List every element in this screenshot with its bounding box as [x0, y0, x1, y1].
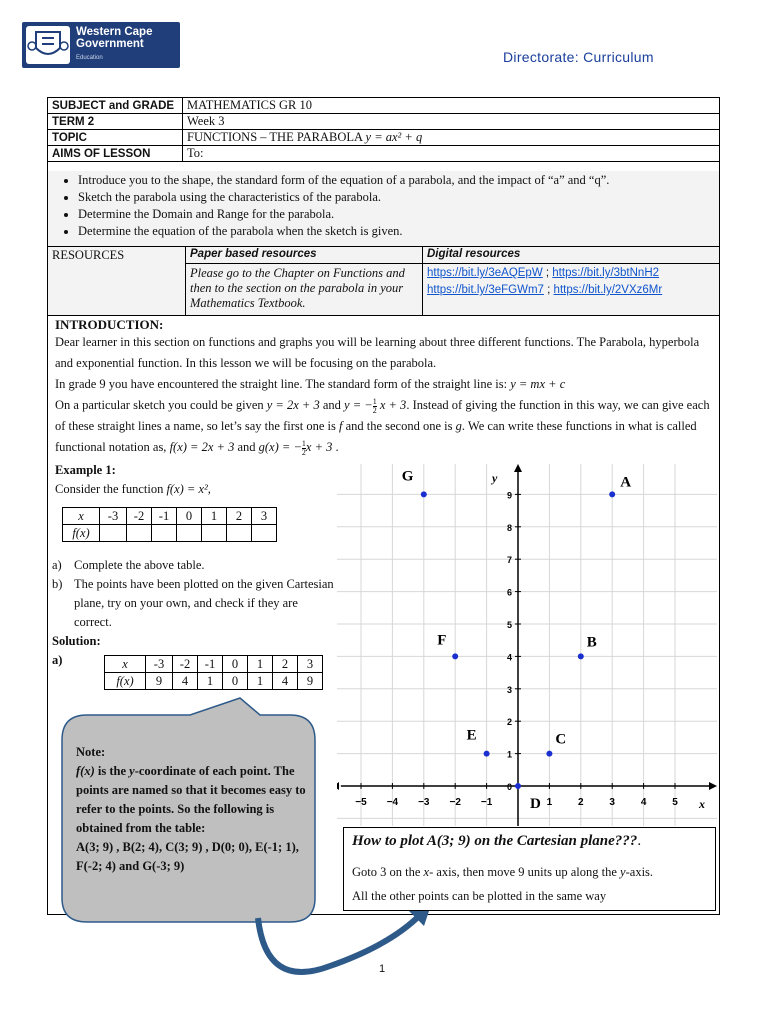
- aim-item: • Introduce you to the shape, the standard form of the equation of a parabola, and the impact of “a” and “q”.: [78, 172, 719, 189]
- aim-item: • Sketch the parabola using the characteristics of the parabola.: [78, 189, 719, 206]
- y-axis-label: y: [492, 471, 498, 485]
- callout-arrow: [258, 915, 420, 972]
- y-tick-label: 0: [506, 782, 512, 792]
- topic-label: TOPIC: [48, 130, 183, 146]
- table-cell: -1: [198, 656, 223, 673]
- x-tick-label: 5: [672, 797, 678, 808]
- math-expression: g: [455, 419, 462, 433]
- math-expression: f: [338, 419, 343, 433]
- howto-title-end: .: [637, 833, 642, 849]
- table-x-header: x: [105, 656, 146, 673]
- math-expression: y = −: [344, 398, 373, 412]
- table-cell: 1: [248, 656, 273, 673]
- point-label-e: E: [466, 727, 477, 744]
- y-tick-label: 9: [506, 490, 512, 501]
- table-cell: 4: [273, 673, 298, 690]
- link-separator: ;: [542, 267, 553, 279]
- x-axis-label: x: [699, 797, 705, 811]
- table-cell: -1: [152, 508, 177, 525]
- intro-text: On a particular sketch you could be given: [55, 398, 264, 412]
- term-label: TERM 2: [48, 114, 183, 130]
- howto-title-text: How to plot A(3; 9) on the Cartesian plane???: [352, 833, 638, 849]
- intro-heading: INTRODUCTION:: [55, 317, 164, 332]
- x-tick-label: −4: [386, 797, 399, 808]
- intro-text: . Instead of giving the function in this way, we can give each of these straight lines a name, so let’s say the first one is: [55, 398, 710, 433]
- x-tick-label: 3: [609, 797, 615, 808]
- x-tick-label: −5: [355, 797, 367, 808]
- math-expression: x + 3: [379, 398, 407, 412]
- point-label-a: A: [620, 474, 632, 491]
- table-cell: 2: [227, 508, 252, 525]
- x-tick-label: 4: [640, 797, 647, 808]
- question-label: a): [52, 558, 62, 572]
- x-tick-label: 1: [546, 797, 553, 808]
- table-cell: 0: [223, 656, 248, 673]
- intro-text: and: [322, 398, 341, 412]
- note-body: [76, 762, 306, 838]
- link-separator: ;: [543, 284, 554, 296]
- fraction: $\frac{1}{2}$: [372, 396, 377, 415]
- math-expression: f(x) = 2x + 3: [169, 440, 235, 454]
- x-tick-label: −1: [480, 797, 493, 808]
- table-cell: 2: [273, 656, 298, 673]
- consider-text: Consider the function: [55, 482, 164, 496]
- table-cell: -3: [100, 508, 127, 525]
- aims-label: AIMS OF LESSON: [48, 146, 183, 162]
- table-cell: 3: [252, 508, 277, 525]
- point-label-c: C: [555, 731, 567, 748]
- y-tick-label: 5: [506, 620, 512, 630]
- table-cell: 9: [298, 673, 323, 690]
- logo-line1: Western Cape: [76, 26, 153, 38]
- y-tick-label: 6: [506, 587, 512, 598]
- point-label-b: B: [586, 634, 597, 651]
- topic-math: y = ax² + q: [365, 130, 423, 144]
- table-cell: 1: [198, 673, 223, 690]
- table-cell: 0: [177, 508, 202, 525]
- intro-text: .: [335, 440, 339, 454]
- resource-link-3[interactable]: https://bit.ly/3eFGWm7: [427, 284, 544, 296]
- table-cell: -2: [173, 656, 198, 673]
- resource-link-1[interactable]: https://bit.ly/3eAQEpW: [427, 267, 543, 279]
- question-label: b): [52, 577, 63, 591]
- x-tick-label: 2: [578, 797, 584, 808]
- solution-label: Solution:: [52, 634, 101, 648]
- solution-a-label: a): [52, 653, 63, 667]
- math-expression: y = mx + c: [510, 377, 566, 391]
- howto-line-1: Goto 3 on the x- axis, then move 9 units up along the y-axis.: [352, 865, 654, 879]
- math-expression: g(x) = −: [258, 440, 302, 454]
- paper-resources-text: Please go to the Chapter on Functions and then to the section on the parabola in your Mathematics Textbook.: [190, 266, 405, 310]
- resource-link-2[interactable]: https://bit.ly/3btNnH2: [552, 267, 660, 279]
- note-text: [76, 743, 306, 876]
- aims-value: To:: [183, 146, 720, 162]
- resource-link-4[interactable]: https://bit.ly/2VXz6Mr: [553, 284, 663, 296]
- table-cell: 0: [223, 673, 248, 690]
- howto-box: [343, 827, 716, 911]
- point-label-d: D: [530, 796, 541, 812]
- function-expression: f(x) = x²,: [166, 482, 211, 496]
- howto-line-2: All the other points can be plotted in the same way: [352, 889, 607, 903]
- term-value: Week 3: [183, 114, 720, 130]
- subject-label: SUBJECT and GRADE: [48, 98, 183, 114]
- math-expression: y: [129, 764, 135, 778]
- intro-text: In grade 9 you have encountered the straight line. The standard form of the straight line is:: [55, 377, 508, 391]
- table-x-header: x: [63, 508, 100, 525]
- note-text-part: -coordinate of each point. The points are named so that it becomes easy to refer to the points. So the following is obtained from the table:: [76, 764, 306, 835]
- table-cell: 4: [173, 673, 198, 690]
- y-tick-label: 8: [506, 522, 512, 533]
- question-text: The points have been plotted on the given Cartesian plane, try on your own, and check if they are correct.: [74, 577, 334, 629]
- point-label-f: F: [437, 632, 447, 649]
- aim-item: • Determine the Domain and Range for the parabola.: [78, 206, 719, 223]
- paper-resources-header: Paper based resources: [186, 247, 422, 264]
- y-tick-label: 2: [506, 717, 512, 728]
- table-cell: 3: [298, 656, 323, 673]
- table-f-header: f(x): [63, 525, 100, 542]
- table-cell: 1: [248, 673, 273, 690]
- logo-line3: Education: [76, 55, 103, 61]
- directorate-label: Directorate: Curriculum: [503, 49, 654, 65]
- y-tick-label: 1: [506, 749, 512, 760]
- point-label-g: G: [401, 468, 414, 485]
- table-cell: 9: [146, 673, 173, 690]
- y-tick-label: 3: [506, 684, 512, 695]
- intro-text: . We can write these functions in what is called functional notation as,: [55, 419, 697, 454]
- math-expression: f(x): [76, 764, 95, 778]
- x-tick-label: −3: [418, 797, 430, 808]
- intro-text: and the second one is: [345, 419, 453, 433]
- x-tick-label: −2: [449, 797, 461, 808]
- resources-label: RESOURCES: [48, 247, 186, 315]
- digital-resources-header: Digital resources: [423, 247, 719, 264]
- table-cell: 1: [202, 508, 227, 525]
- note-title: Note:: [76, 745, 106, 759]
- intro-text: and: [237, 440, 256, 454]
- question-text: Complete the above table.: [74, 558, 205, 572]
- note-points: A(3; 9) , B(2; 4), C(3; 9) , D(0; 0), E(-1; 1), F(-2; 4) and G(-3; 9): [76, 840, 299, 873]
- example-title: Example 1:: [55, 463, 116, 477]
- note-text-part: is the: [94, 764, 130, 778]
- y-tick-label: 4: [506, 652, 512, 663]
- y-tick-label: 7: [506, 555, 512, 566]
- math-expression: x + 3: [305, 440, 333, 454]
- subject-value: MATHEMATICS GR 10: [183, 98, 720, 114]
- topic-value: FUNCTIONS – THE PARABOLA: [187, 130, 363, 144]
- table-f-header: f(x): [105, 673, 146, 690]
- page-number: 1: [379, 963, 386, 975]
- howto-title: [352, 833, 641, 850]
- math-expression: y = 2x + 3: [266, 398, 320, 412]
- intro-paragraph-1: Dear learner in this section on functions and graphs you will be learning about three different functions. The Parabola, hyperbola and exponential function. In this lesson we will be focusing on the parabola.: [55, 335, 700, 370]
- logo-line2: Government: [76, 38, 144, 50]
- table-cell: -3: [146, 656, 173, 673]
- fraction: $\frac{1}{2}$: [301, 438, 306, 457]
- table-cell: -2: [127, 508, 152, 525]
- aim-item: • Determine the equation of the parabola when the sketch is given.: [78, 223, 719, 240]
